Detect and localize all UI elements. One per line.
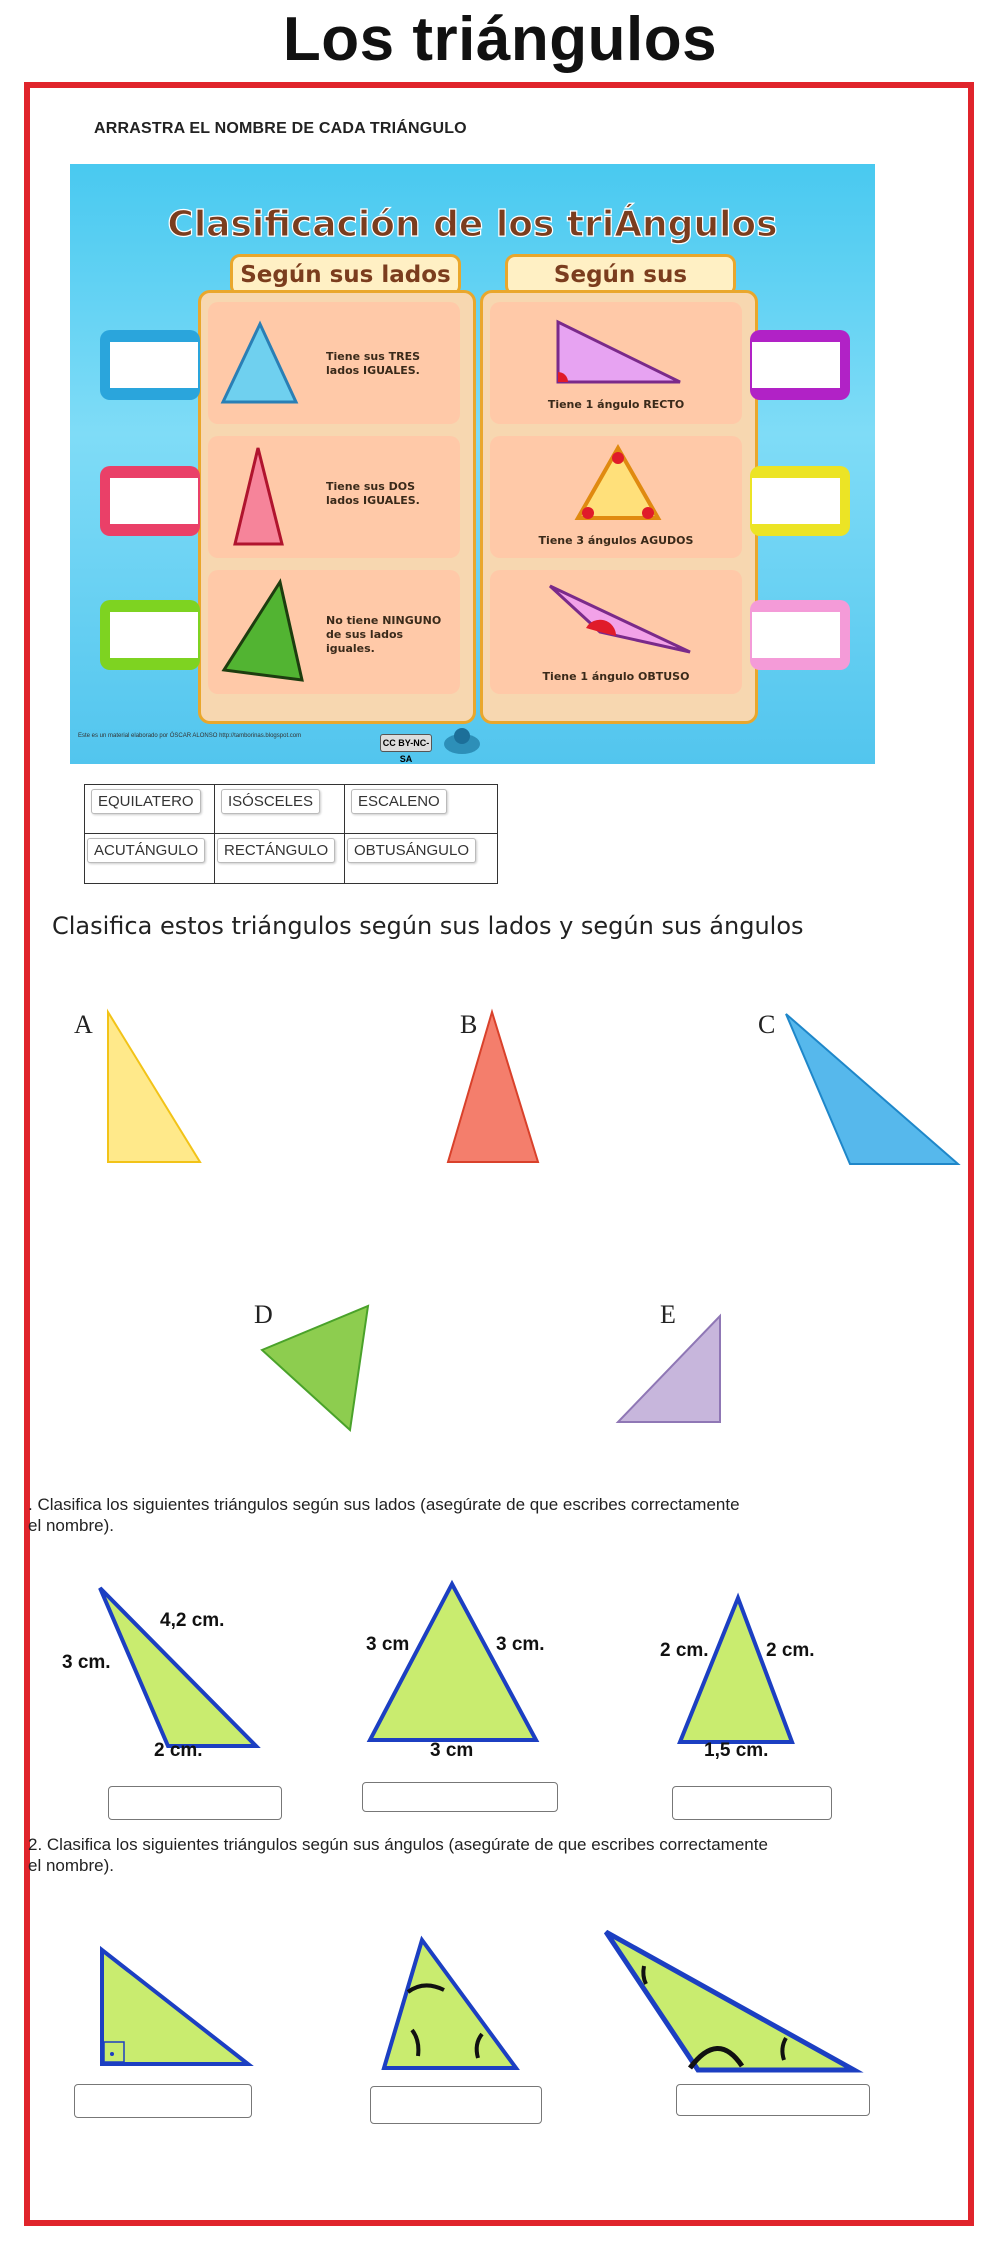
t1-side-c: 2 cm. — [154, 1740, 203, 1761]
sides-question-line2: el nombre). — [28, 1516, 114, 1535]
t1-side-a: 4,2 cm. — [160, 1610, 225, 1631]
label-e: E — [660, 1300, 676, 1329]
triangle-a — [108, 1012, 200, 1162]
sides-triangle-2 — [370, 1584, 536, 1740]
sides-question — [28, 1494, 948, 1536]
triangle-c — [786, 1014, 958, 1164]
angles-triangle-3 — [606, 1932, 854, 2070]
t2-side-a: 3 cm — [366, 1634, 410, 1655]
triangle-e — [618, 1316, 720, 1422]
classify-instruction: Clasifica estos triángulos según sus lados y según sus ángulos — [52, 912, 804, 940]
answer-angles-3[interactable] — [676, 2084, 870, 2116]
angles-question-line1: 2. Clasifica los siguientes triángulos según sus ángulos (asegúrate de que escribes correctamente — [28, 1835, 768, 1854]
isosceles-text: Tiene sus DOS lados IGUALES. — [326, 480, 420, 507]
author-credit: Este es un material elaborado por ÓSCAR ALONSO http://tamborinas.blogspot.com — [78, 733, 302, 739]
header-sides: Según sus lados — [230, 254, 461, 296]
right-angle-text: Tiene 1 ángulo RECTO — [547, 398, 685, 411]
t3-side-b: 2 cm. — [766, 1640, 815, 1661]
obtuse-text: Tiene 1 ángulo OBTUSO — [542, 670, 690, 683]
license-badge: CC BY-NC-SA — [380, 734, 432, 752]
answer-sides-2[interactable] — [362, 1782, 558, 1812]
t2-side-b: 3 cm. — [496, 1634, 545, 1655]
acute-text: Tiene 3 ángulos AGUDOS — [538, 534, 694, 547]
equilateral-text: Tiene sus TRES lados IGUALES. — [326, 350, 421, 377]
word-chip-obtusangulo[interactable]: OBTUSÁNGULO — [347, 838, 476, 863]
answer-angles-1[interactable] — [74, 2084, 252, 2118]
angles-question — [28, 1834, 948, 1876]
scalene-text: No tiene NINGUNO de sus lados iguales. — [326, 614, 442, 655]
angles-question-line2: el nombre). — [28, 1856, 114, 1875]
label-a: A — [74, 1010, 93, 1039]
t1-side-b: 3 cm. — [62, 1652, 111, 1673]
drag-instruction: ARRASTRA EL NOMBRE DE CADA TRIÁNGULO — [94, 120, 467, 137]
triangle-d — [262, 1306, 368, 1430]
sides-triangle-3 — [680, 1598, 792, 1742]
t3-side-c: 1,5 cm. — [704, 1740, 769, 1761]
t2-side-c: 3 cm — [430, 1740, 474, 1761]
t3-side-a: 2 cm. — [660, 1640, 709, 1661]
answer-angles-2[interactable] — [370, 2086, 542, 2124]
angles-triangle-2 — [384, 1940, 516, 2068]
infographic-title: Clasificación de los triÁngulos — [167, 204, 778, 245]
label-c: C — [758, 1010, 776, 1039]
answer-sides-3[interactable] — [672, 1786, 832, 1820]
word-chip-rectangulo[interactable]: RECTÁNGULO — [217, 838, 335, 863]
label-b: B — [460, 1010, 478, 1039]
word-chip-escaleno[interactable]: ESCALENO — [351, 789, 447, 814]
word-chip-equilatero[interactable]: EQUILATERO — [91, 789, 201, 814]
label-d: D — [254, 1300, 273, 1329]
word-chip-acutangulo[interactable]: ACUTÁNGULO — [87, 838, 205, 863]
header-angles: Según sus — [505, 254, 736, 296]
page-title: Los triángulos — [282, 5, 718, 74]
answer-sides-1[interactable] — [108, 1786, 282, 1820]
word-chip-isosceles[interactable]: ISÓSCELES — [221, 789, 320, 814]
sides-question-line1: . Clasifica los siguientes triángulos según sus lados (asegúrate de que escribes correctamente — [28, 1495, 740, 1514]
